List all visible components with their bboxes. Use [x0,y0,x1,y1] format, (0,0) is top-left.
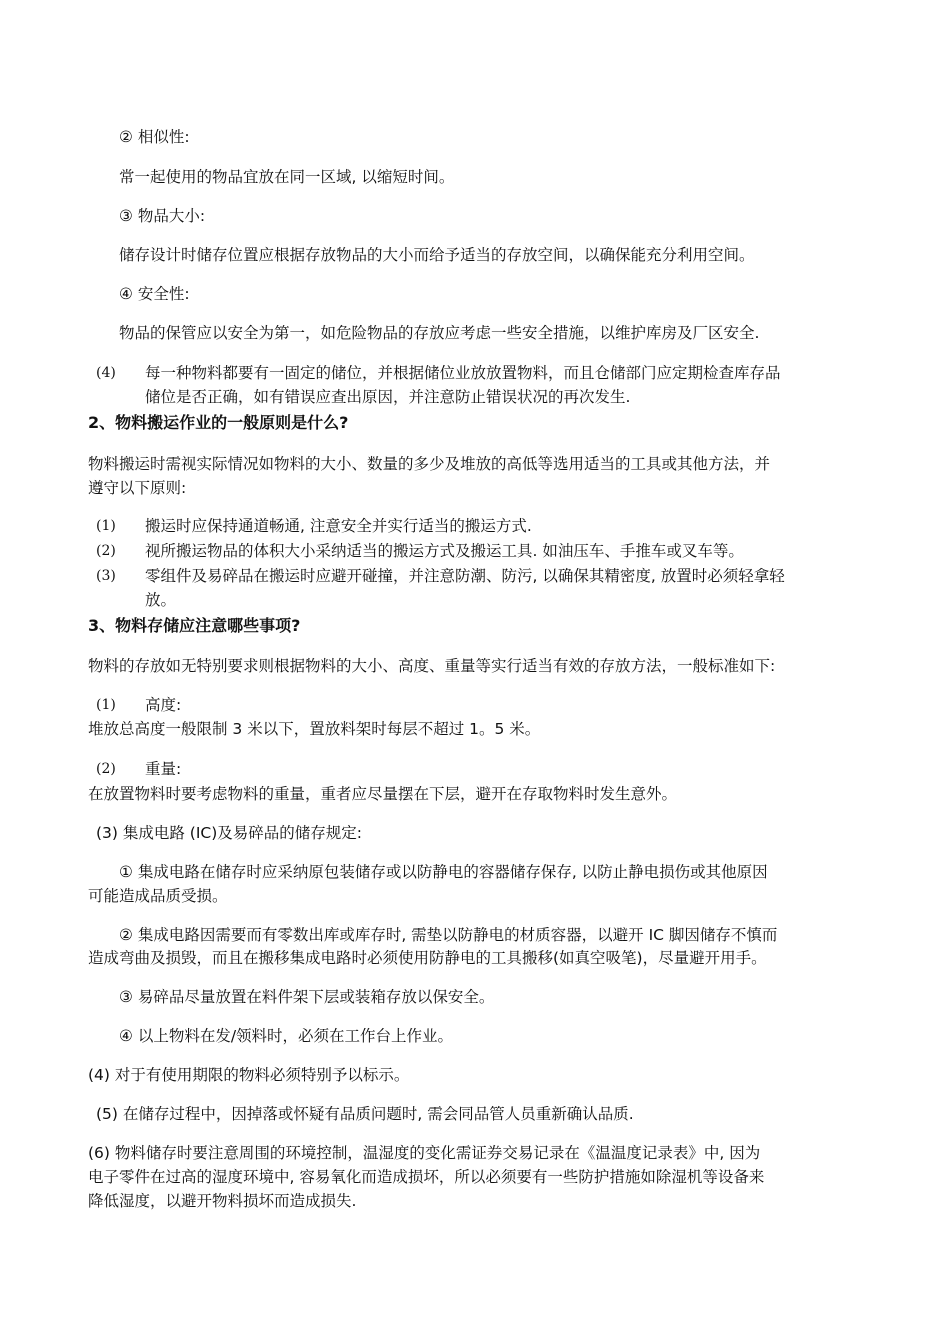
section3-intro: 物料的存放如无特别要求则根据物料的大小、高度、重量等实行适当有效的存放方法，一般标准如下: [88,657,776,675]
similarity-title: ② 相似性: [119,128,190,146]
storage-item5: (5) 在储存过程中，因掉落或怀疑有品质问题时, 需会同品管人员重新确认品质. [96,1105,634,1123]
item4-line2: 储位是否正确，如有错误应查出原因，并注意防止错误状况的再次发生. [145,388,631,406]
storage-item4: (4) 对于有使用期限的物料必须特别予以标示。 [88,1066,410,1084]
ic-rule1-line1: ① 集成电路在储存时应采纳原包装储存或以防静电的容器储存保存, 以防止静电损伤或其他原因 [119,863,768,881]
weight-title: 重量: [145,760,182,778]
ic-rule2-line1: ② 集成电路因需要而有零数出库或库存时, 需垫以防静电的材质容器，以避开 IC 脚因储存不慎而 [119,926,778,944]
section2-item1-text: 搬运时应保持通道畅通, 注意安全并实行适当的搬运方式. [145,517,532,535]
section2-intro-line2: 遵守以下原则: [88,479,187,497]
section2-item3-line2: 放。 [145,591,177,609]
safety-title: ④ 安全性: [119,285,190,303]
item4-number: (4) [96,365,116,381]
height-body: 堆放总高度一般限制 3 米以下，置放料架时每层不超过 1。5 米。 [88,720,541,738]
ic-rule1-line2: 可能造成品质受损。 [88,887,228,905]
section2-item1-number: (1) [96,518,116,534]
ic-rule3: ③ 易碎品尽量放置在料件架下层或装箱存放以保安全。 [119,988,495,1006]
similarity-body: 常一起使用的物品宜放在同一区域, 以缩短时间。 [119,168,455,186]
item4-line1: 每一种物料都要有一固定的储位，并根据储位业放放置物料，而且仓储部门应定期检查库存品 [145,364,781,382]
section3-heading: 3、物料存储应注意哪些事项? [88,616,301,635]
section2-intro-line1: 物料搬运时需视实际情况如物料的大小、数量的多少及堆放的高低等选用适当的工具或其他方法，并 [88,455,771,473]
section2-heading: 2、物料搬运作业的一般原则是什么? [88,413,349,432]
height-number: (1) [96,697,116,713]
section2-item3-line1: 零组件及易碎品在搬运时应避开碰撞，并注意防潮、防污, 以确保其精密度, 放置时必须轻拿轻 [145,567,785,585]
storage-item6-line1: (6) 物料储存时要注意周围的环境控制，温湿度的变化需证券交易记录在《温温度记录表》中, 因为 [88,1144,761,1162]
weight-number: (2) [96,761,116,777]
section2-item3-number: (3) [96,568,116,584]
weight-body: 在放置物料时要考虑物料的重量，重者应尽量摆在下层，避开在存取物料时发生意外。 [88,785,678,803]
size-title: ③ 物品大小: [119,207,206,225]
storage-item6-line2: 电子零件在过高的湿度环境中, 容易氧化而造成损坏，所以必须要有一些防护措施如除湿机等设备来 [88,1168,765,1186]
safety-body: 物品的保管应以安全为第一，如危险物品的存放应考虑一些安全措施，以维护库房及厂区安全. [119,324,760,342]
ic-rule4: ④ 以上物料在发/领料时，必须在工作台上作业。 [119,1027,454,1045]
height-title: 高度: [145,696,182,714]
size-body: 储存设计时储存位置应根据存放物品的大小而给予适当的存放空间，以确保能充分利用空间。 [119,246,755,264]
section2-item2-text: 视所搬运物品的体积大小采纳适当的搬运方式及搬运工具. 如油压车、手推车或叉车等。 [145,542,744,560]
ic-title: (3) 集成电路 (IC)及易碎品的储存规定: [96,824,363,842]
storage-item6-line3: 降低湿度，以避开物料损坏而造成损失. [88,1192,357,1210]
section2-item2-number: (2) [96,543,116,559]
ic-rule2-line2: 造成弯曲及损毁，而且在搬移集成电路时必须使用防静电的工具搬移(如真空吸笔)，尽量避开用手。 [88,949,767,967]
